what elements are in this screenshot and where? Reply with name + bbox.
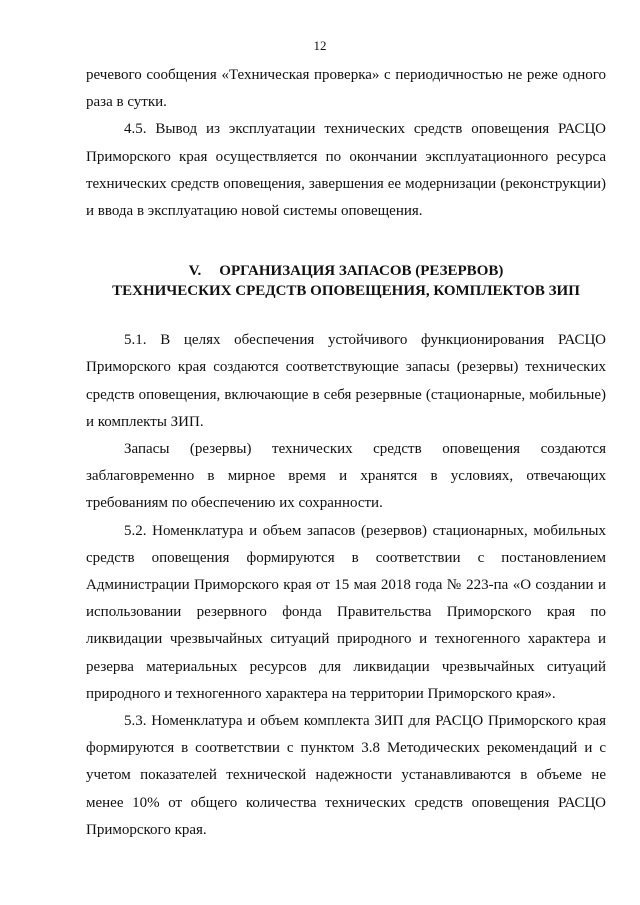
- section-title-part-1: ОРГАНИЗАЦИЯ ЗАПАСОВ (РЕЗЕРВОВ): [219, 263, 504, 280]
- paragraph-reserves: Запасы (резервы) технических средств оповещения создаются заблаговременно в мирное время и хранятся в условиях, отвечающих требованиям по обеспечению их сохранности.: [86, 441, 606, 512]
- section-number: V.: [188, 263, 202, 280]
- paragraph-5-3: 5.3. Номенклатура и объем комплекта ЗИП для РАСЦО Приморского края формируются в соответствии с пунктом 3.8 Методических рекомендаций и с учетом показателей технической надежности устанавливаются в объеме не менее 10% от общего количества технических средств оповещения РАСЦО Приморского края.: [86, 713, 606, 838]
- paragraph-5-1: 5.1. В целях обеспечения устойчивого функционирования РАСЦО Приморского края создаются соответствующие запасы (резервы) технических средств оповещения, включающие в себя резервные (стационарные, мобильные) и комплекты ЗИП.: [86, 332, 606, 430]
- section-title-part-2: ТЕХНИЧЕСКИХ СРЕДСТВ ОПОВЕЩЕНИЯ, КОМПЛЕКТОВ ЗИП: [112, 283, 580, 300]
- paragraph-continuation: речевого сообщения «Техническая проверка» с периодичностью не реже одного раза в сутки.: [86, 67, 606, 111]
- document-body: [86, 62, 606, 844]
- paragraph-4-5: 4.5. Вывод из эксплуатации технических средств оповещения РАСЦО Приморского края осуществляется по окончании эксплуатационного ресурса технических средств оповещения, завершения ее модернизации (реконструкции) и ввода в эксплуатацию новой системы оповещения.: [86, 121, 606, 220]
- section-heading: [86, 261, 606, 301]
- page-number: 12: [313, 38, 327, 53]
- paragraph-5-2: 5.2. Номенклатура и объем запасов (резервов) стационарных, мобильных средств оповещения формируются в соответствии с постановлением Администрации Приморского края от 15 мая 2018 года № 223-па «О создании и использовании резервного фонда Правительства Приморского края по ликвидации чрезвычайных ситуаций природного и техногенного характера и резерва материальных ресурсов для ликвидации чрезвычайных ситуаций природного и техногенного характера на территории Приморского края».: [86, 522, 606, 702]
- section-heading-line-1: [86, 261, 606, 281]
